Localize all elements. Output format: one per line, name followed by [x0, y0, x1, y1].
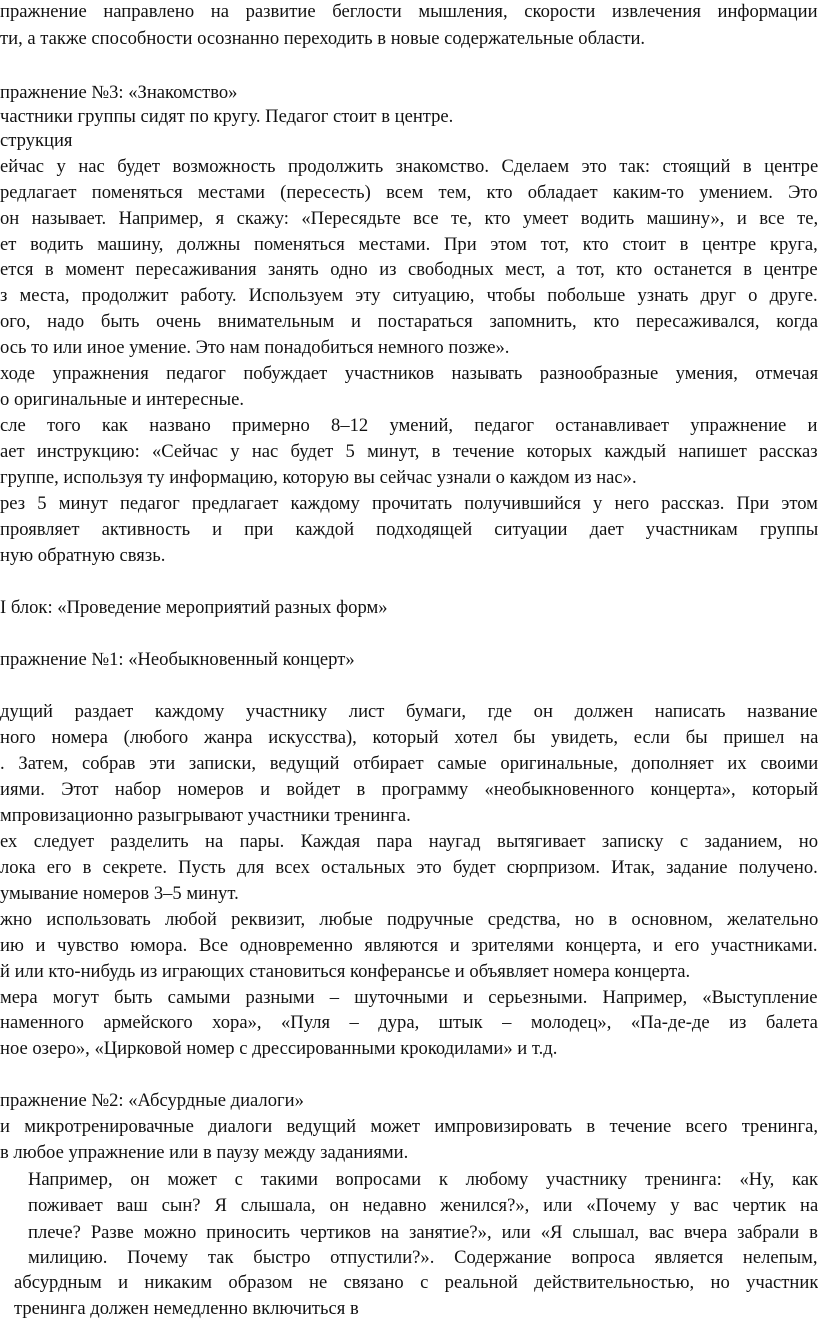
text-line: он называет. Например, я скажу: «Пересядьте все те, кто умеет водить машину», и все те, [0, 208, 818, 229]
text-line: дущий раздает каждому участнику лист бумаги, где он должен написать название [0, 701, 818, 722]
text-line: лока его в секрете. Пусть для всех остальных это будет сюрпризом. Итак, задание получено. [0, 857, 818, 878]
text-line: мпровизационно разыгрывают участники тренинга. [0, 805, 411, 826]
text-line: группе, используя ту информацию, которую вы сейчас узнали о каждом из нас». [0, 467, 637, 488]
text-line: умывание номеров 3–5 минут. [0, 883, 239, 904]
text-line: пражнение направлено на развитие беглости мышления, скорости извлечения информации [0, 1, 818, 22]
text-line: мера могут быть самыми разными – шуточными и серьезными. Например, «Выступление [0, 987, 818, 1008]
text-line: милицию. Почему так быстро отпустили?». Содержание вопроса является нелепым, [28, 1247, 818, 1268]
text-line: . Затем, собрав эти записки, ведущий отбирает самые оригинальные, дополняет их своими [0, 753, 818, 774]
text-line: й или кто-нибудь из играющих становиться конферансье и объявляет номера концерта. [0, 961, 691, 982]
section-heading: пражнение №1: «Необыкновенный концерт» [0, 649, 355, 670]
text-line: Например, он может с такими вопросами к любому участнику тренинга: «Ну, как [28, 1169, 818, 1190]
text-line: поживает ваш сын? Я слышала, он недавно женился?», или «Почему у вас чертик на [28, 1195, 818, 1216]
text-line: жно использовать любой реквизит, любые подручные средства, но в основном, желательно [0, 909, 818, 930]
text-line: ную обратную связь. [0, 545, 166, 566]
text-line: и микротренировачные диалоги ведущий может импровизировать в течение всего тренинга, [0, 1116, 818, 1137]
text-line: абсурдным и никаким образом не связано с реальной действительностью, но участник [14, 1272, 818, 1293]
text-line: плече? Разве можно приносить чертиков на занятие?», или «Я слышал, вас вчера забрали в [28, 1222, 818, 1243]
text-line: ное озеро», «Цирковой номер с дрессированными крокодилами» и т.д. [0, 1038, 558, 1059]
text-line: ти, а также способности осознанно переходить в новые содержательные области. [0, 28, 646, 49]
text-line: ех следует разделить на пары. Каждая пара наугад вытягивает записку с заданием, но [0, 831, 818, 852]
text-line: з места, продолжит работу. Используем эту ситуацию, чтобы побольше узнать друг о друге. [0, 285, 818, 306]
text-line: ию и чувство юмора. Все одновременно являются и зрителями концерта, и его участниками. [0, 935, 818, 956]
text-line: ется в момент пересаживания занять одно из свободных мест, а тот, кто останется в центре [0, 259, 818, 280]
text-line: сле того как названо примерно 8–12 умений, педагог останавливает упражнение и [0, 415, 818, 436]
text-line: ходе упражнения педагог побуждает участников называть разнообразные умения, отмечая [0, 363, 818, 384]
text-line: редлагает поменяться местами (пересесть) всем тем, кто обладает каким-то умением. Это [0, 182, 818, 203]
text-line: ет водить машину, должны поменяться местами. При этом тот, кто стоит в центре круга, [0, 234, 818, 255]
text-line: ного номера (любого жанра искусства), который хотел бы увидеть, если бы пришел на [0, 727, 818, 748]
section-heading: I блок: «Проведение мероприятий разных форм» [0, 597, 388, 618]
text-line: рез 5 минут педагог предлагает каждому прочитать получившийся у него рассказ. При этом [0, 493, 818, 514]
text-line: ого, надо быть очень внимательным и постараться запомнить, кто пересаживался, когда [0, 311, 818, 332]
text-line: наменного армейского хора», «Пуля – дура, штык – молодец», «Па-де-де из балета [0, 1012, 818, 1033]
text-line: частники группы сидят по кругу. Педагог стоит в центре. [0, 106, 454, 127]
text-line: струкция [0, 130, 73, 151]
text-line: тренинга должен немедленно включиться в [14, 1298, 359, 1319]
text-line: ось то или иное умение. Это нам понадобиться немного позже». [0, 337, 510, 358]
section-heading: пражнение №2: «Абсурдные диалоги» [0, 1090, 304, 1111]
text-line: ает инструкцию: «Сейчас у нас будет 5 минут, в течение которых каждый напишет рассказ [0, 441, 818, 462]
text-line: проявляет активность и при каждой подходящей ситуации дает участникам группы [0, 519, 818, 540]
text-line: в любое упражнение или в паузу между заданиями. [0, 1142, 409, 1163]
text-line: о оригинальные и интересные. [0, 389, 245, 410]
text-line: ейчас у нас будет возможность продолжить знакомство. Сделаем это так: стоящий в центре [0, 156, 818, 177]
section-heading: пражнение №3: «Знакомство» [0, 82, 238, 103]
text-line: иями. Этот набор номеров и войдет в программу «необыкновенного концерта», который [0, 779, 818, 800]
